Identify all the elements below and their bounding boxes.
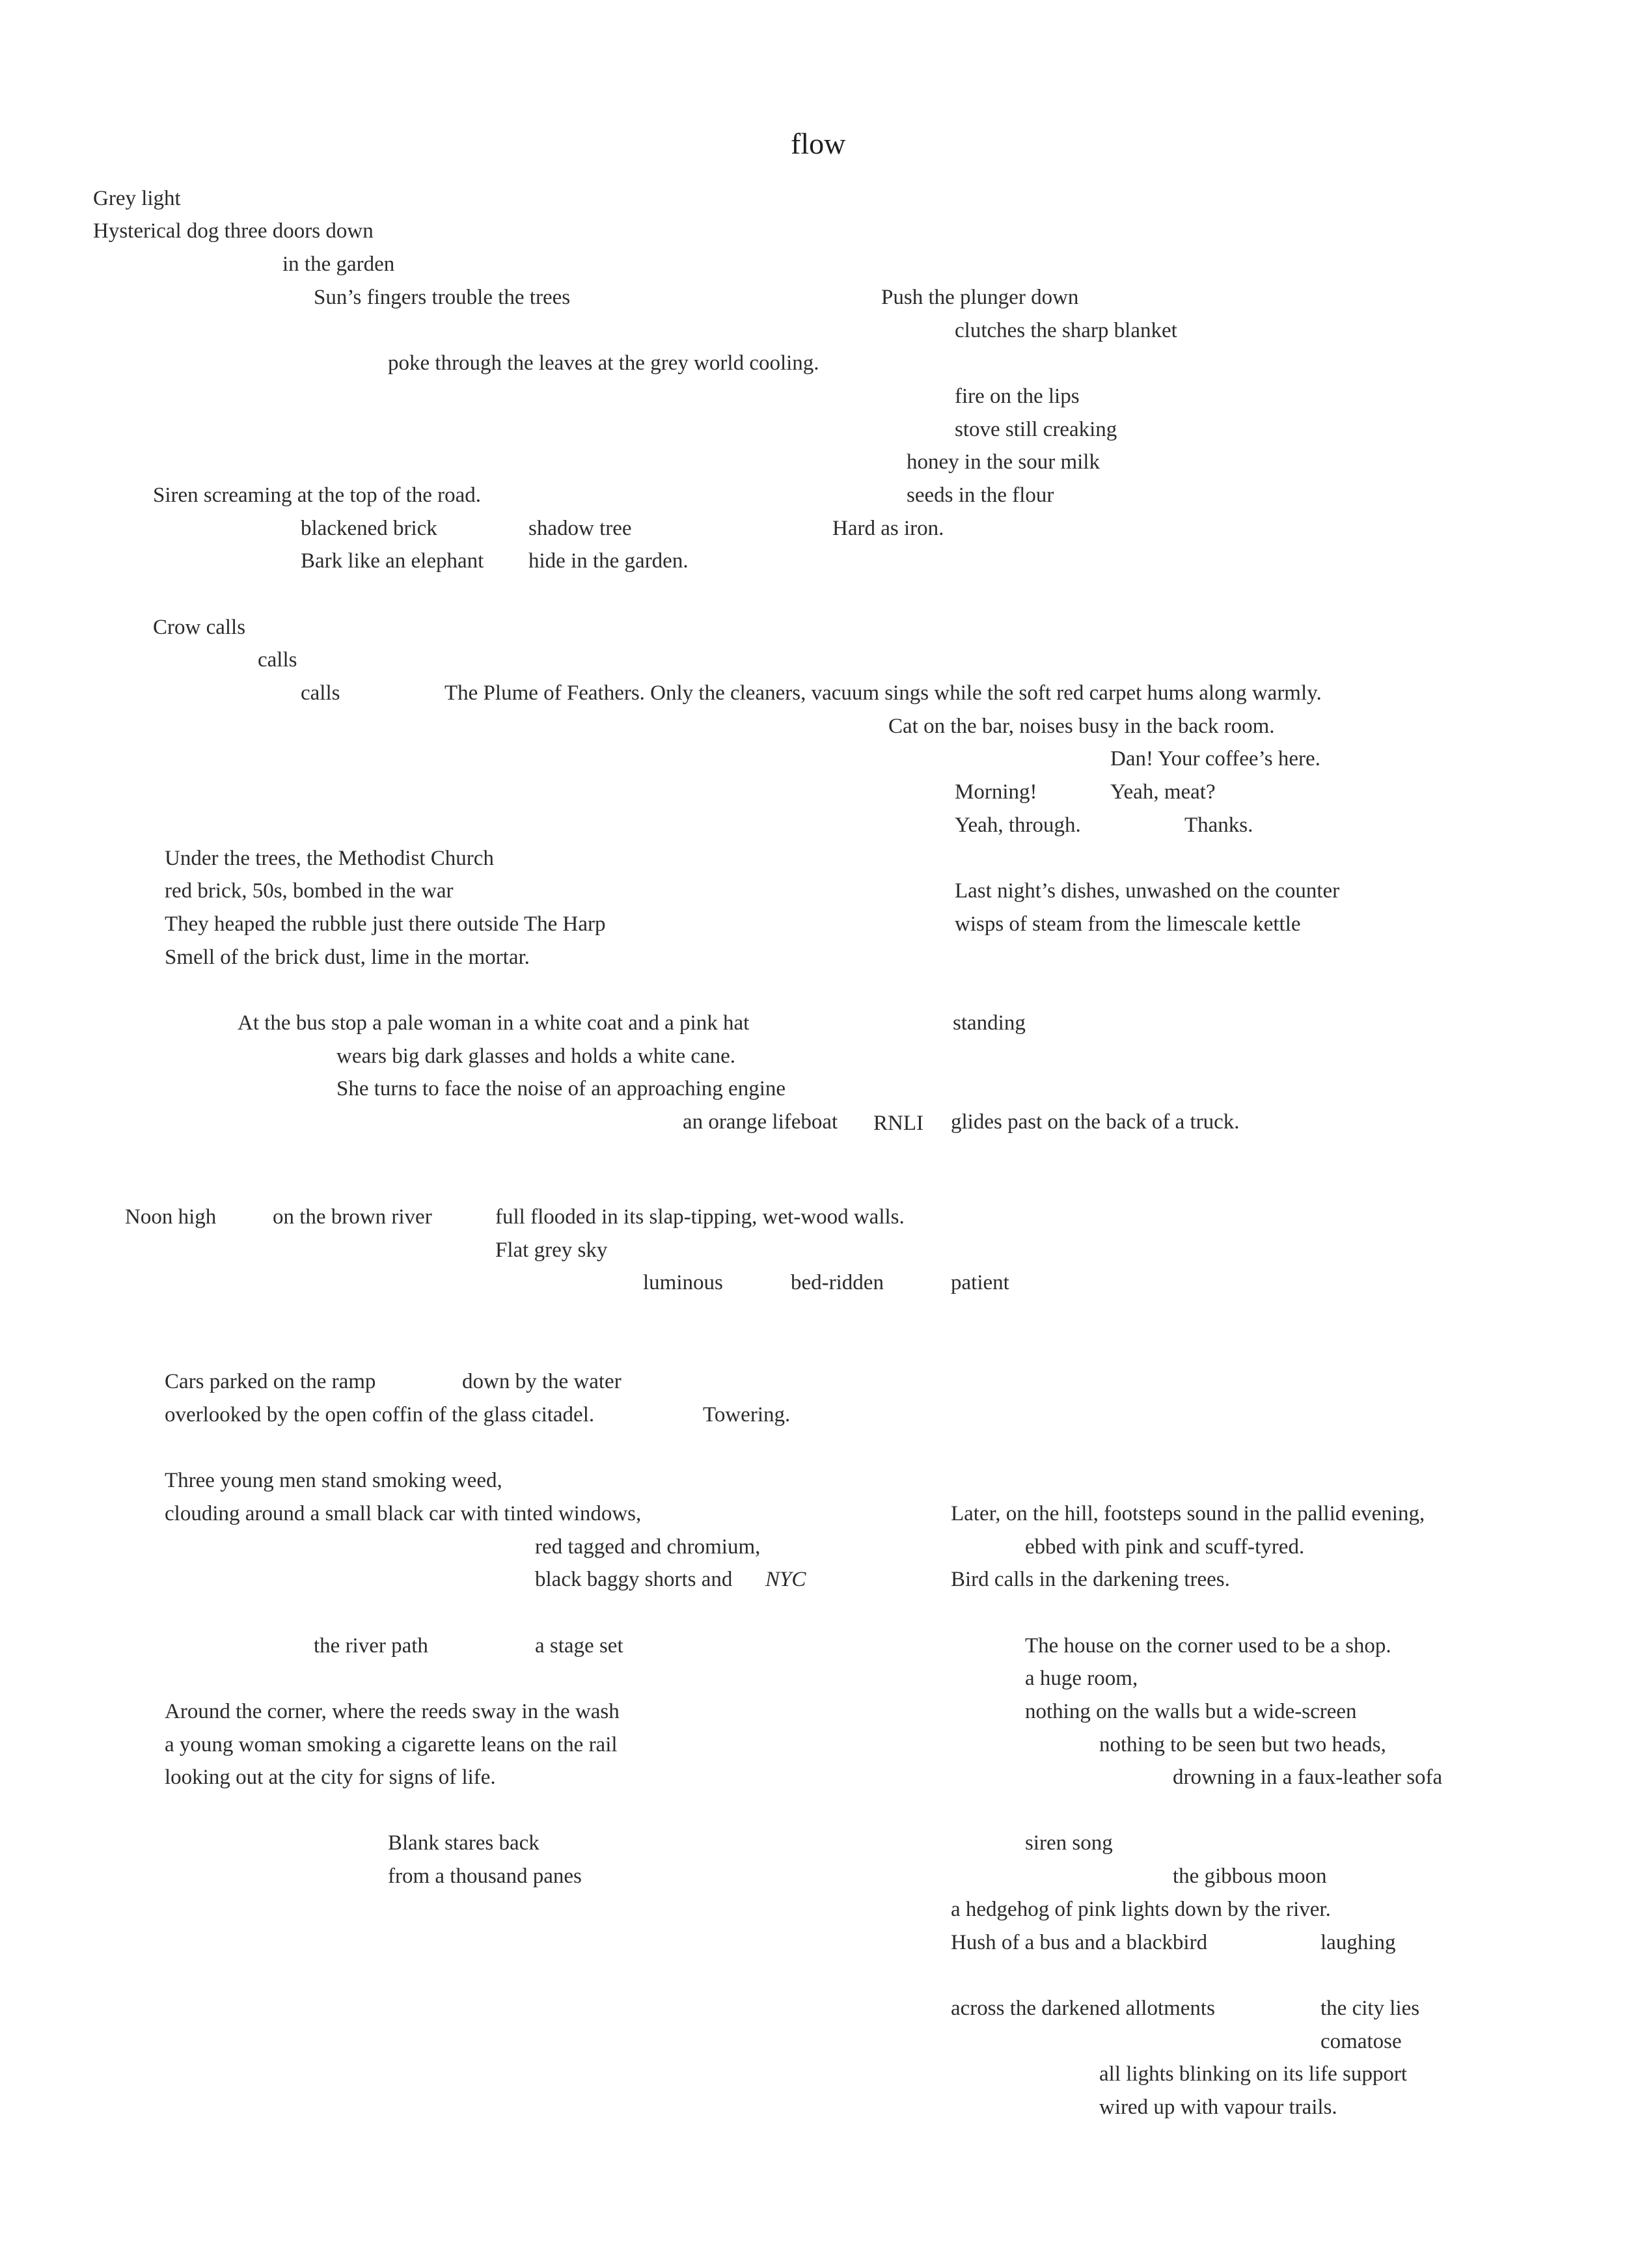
poem-line: Later, on the hill, footsteps sound in the pallid evening, [951,1502,1425,1525]
poem-line: Three young men stand smoking weed, [165,1469,502,1492]
poem-line: down by the water [462,1370,622,1393]
poem-line: RNLI [873,1112,923,1135]
poem-line: laughing [1320,1931,1396,1954]
poem-line: The house on the corner used to be a shop. [1025,1634,1391,1658]
poem-line: on the brown river [273,1205,432,1229]
poem-line: Last night’s dishes, unwashed on the counter [955,879,1340,903]
poem-line: calls [301,681,340,705]
poem-line: Grey light [93,187,181,210]
poem-line: At the bus stop a pale woman in a white coat and a pink hat [238,1011,750,1035]
poem-line: the river path [314,1634,428,1658]
poem-line: They heaped the rubble just there outside The Harp [165,912,606,936]
poem-line: Cat on the bar, noises busy in the back room. [888,715,1275,738]
poem-line: Sun’s fingers trouble the trees [314,286,571,309]
poem-line: red tagged and chromium, [535,1535,761,1559]
poem-line: clutches the sharp blanket [955,319,1177,342]
poem-line: drowning in a faux-leather sofa [1173,1766,1443,1789]
poem-line: Yeah, through. [955,813,1081,837]
poem-line: glides past on the back of a truck. [951,1110,1240,1134]
poem-line: She turns to face the noise of an approaching engine [336,1077,786,1100]
poem-line: Yeah, meat? [1110,780,1216,804]
poem-line: in the garden [282,253,395,276]
poem-line: wears big dark glasses and holds a white cane. [336,1045,736,1068]
poem-line: Noon high [125,1205,217,1229]
poem-line: siren song [1025,1831,1113,1855]
poem-line: the gibbous moon [1173,1865,1327,1888]
poem-line: Smell of the brick dust, lime in the mortar. [165,946,530,969]
poem-line: Flat grey sky [495,1238,608,1262]
poem-line: overlooked by the open coffin of the glass citadel. [165,1403,595,1427]
poem-line: comatose [1320,2030,1402,2053]
poem-line: clouding around a small black car with tinted windows, [165,1502,642,1525]
poem-line: a young woman smoking a cigarette leans on the rail [165,1733,618,1756]
poem-title: flow [791,127,846,160]
poem-line: bed-ridden [791,1271,884,1294]
poem-line: stove still creaking [955,418,1117,441]
poem-line: from a thousand panes [388,1865,582,1888]
poem-line: across the darkened allotments [951,1997,1215,2020]
poem-line: Push the plunger down [881,286,1079,309]
poem-line: NYC [765,1568,806,1591]
poem-line: nothing on the walls but a wide-screen [1025,1700,1357,1723]
poem-line: Bark like an elephant [301,549,484,573]
poem-line: Hard as iron. [832,517,944,540]
poem-line: a stage set [535,1634,623,1658]
poem-line: black baggy shorts and [535,1568,733,1591]
poem-line: full flooded in its slap-tipping, wet-wood walls. [495,1205,905,1229]
poem-line: Blank stares back [388,1831,540,1855]
poem-line: Hysterical dog three doors down [93,219,374,243]
poem-line: all lights blinking on its life support [1099,2062,1407,2086]
poem-line: seeds in the flour [907,484,1054,507]
poem-line: luminous [643,1271,723,1294]
poem-line: The Plume of Feathers. Only the cleaners, vacuum sings while the soft red carpet hums along warmly. [444,681,1322,705]
poem-line: blackened brick [301,517,437,540]
poem-line: shadow tree [528,517,632,540]
poem-line: Dan! Your coffee’s here. [1110,747,1320,771]
poem-line: wired up with vapour trails. [1099,2096,1337,2119]
poem-line: Towering. [703,1403,791,1427]
poem-line: Crow calls [153,616,246,639]
poem-line: a hedgehog of pink lights down by the river. [951,1898,1331,1921]
poem-line: Bird calls in the darkening trees. [951,1568,1230,1591]
poem-line: calls [258,648,297,672]
poem-line: looking out at the city for signs of life. [165,1766,496,1789]
poem-line: a huge room, [1025,1667,1138,1690]
poem-line: nothing to be seen but two heads, [1099,1733,1386,1756]
poem-line: poke through the leaves at the grey world cooling. [388,351,819,375]
poem-line: Under the trees, the Methodist Church [165,847,494,870]
poem-line: honey in the sour milk [907,450,1100,474]
poem-line: fire on the lips [955,385,1080,408]
poem-line: Thanks. [1184,813,1253,837]
poem-line: ebbed with pink and scuff-tyred. [1025,1535,1305,1559]
poem-line: Around the corner, where the reeds sway in the wash [165,1700,620,1723]
poem-line: red brick, 50s, bombed in the war [165,879,454,903]
poem-line: Hush of a bus and a blackbird [951,1931,1208,1954]
poem-line: Morning! [955,780,1037,804]
poem-line: Siren screaming at the top of the road. [153,484,482,507]
poem-line: hide in the garden. [528,549,689,573]
poem-line: patient [951,1271,1009,1294]
poem-line: standing [953,1011,1026,1035]
poem-line: Cars parked on the ramp [165,1370,376,1393]
poem-line: wisps of steam from the limescale kettle [955,912,1301,936]
poem-line: the city lies [1320,1997,1420,2020]
poem-line: an orange lifeboat [683,1110,838,1134]
